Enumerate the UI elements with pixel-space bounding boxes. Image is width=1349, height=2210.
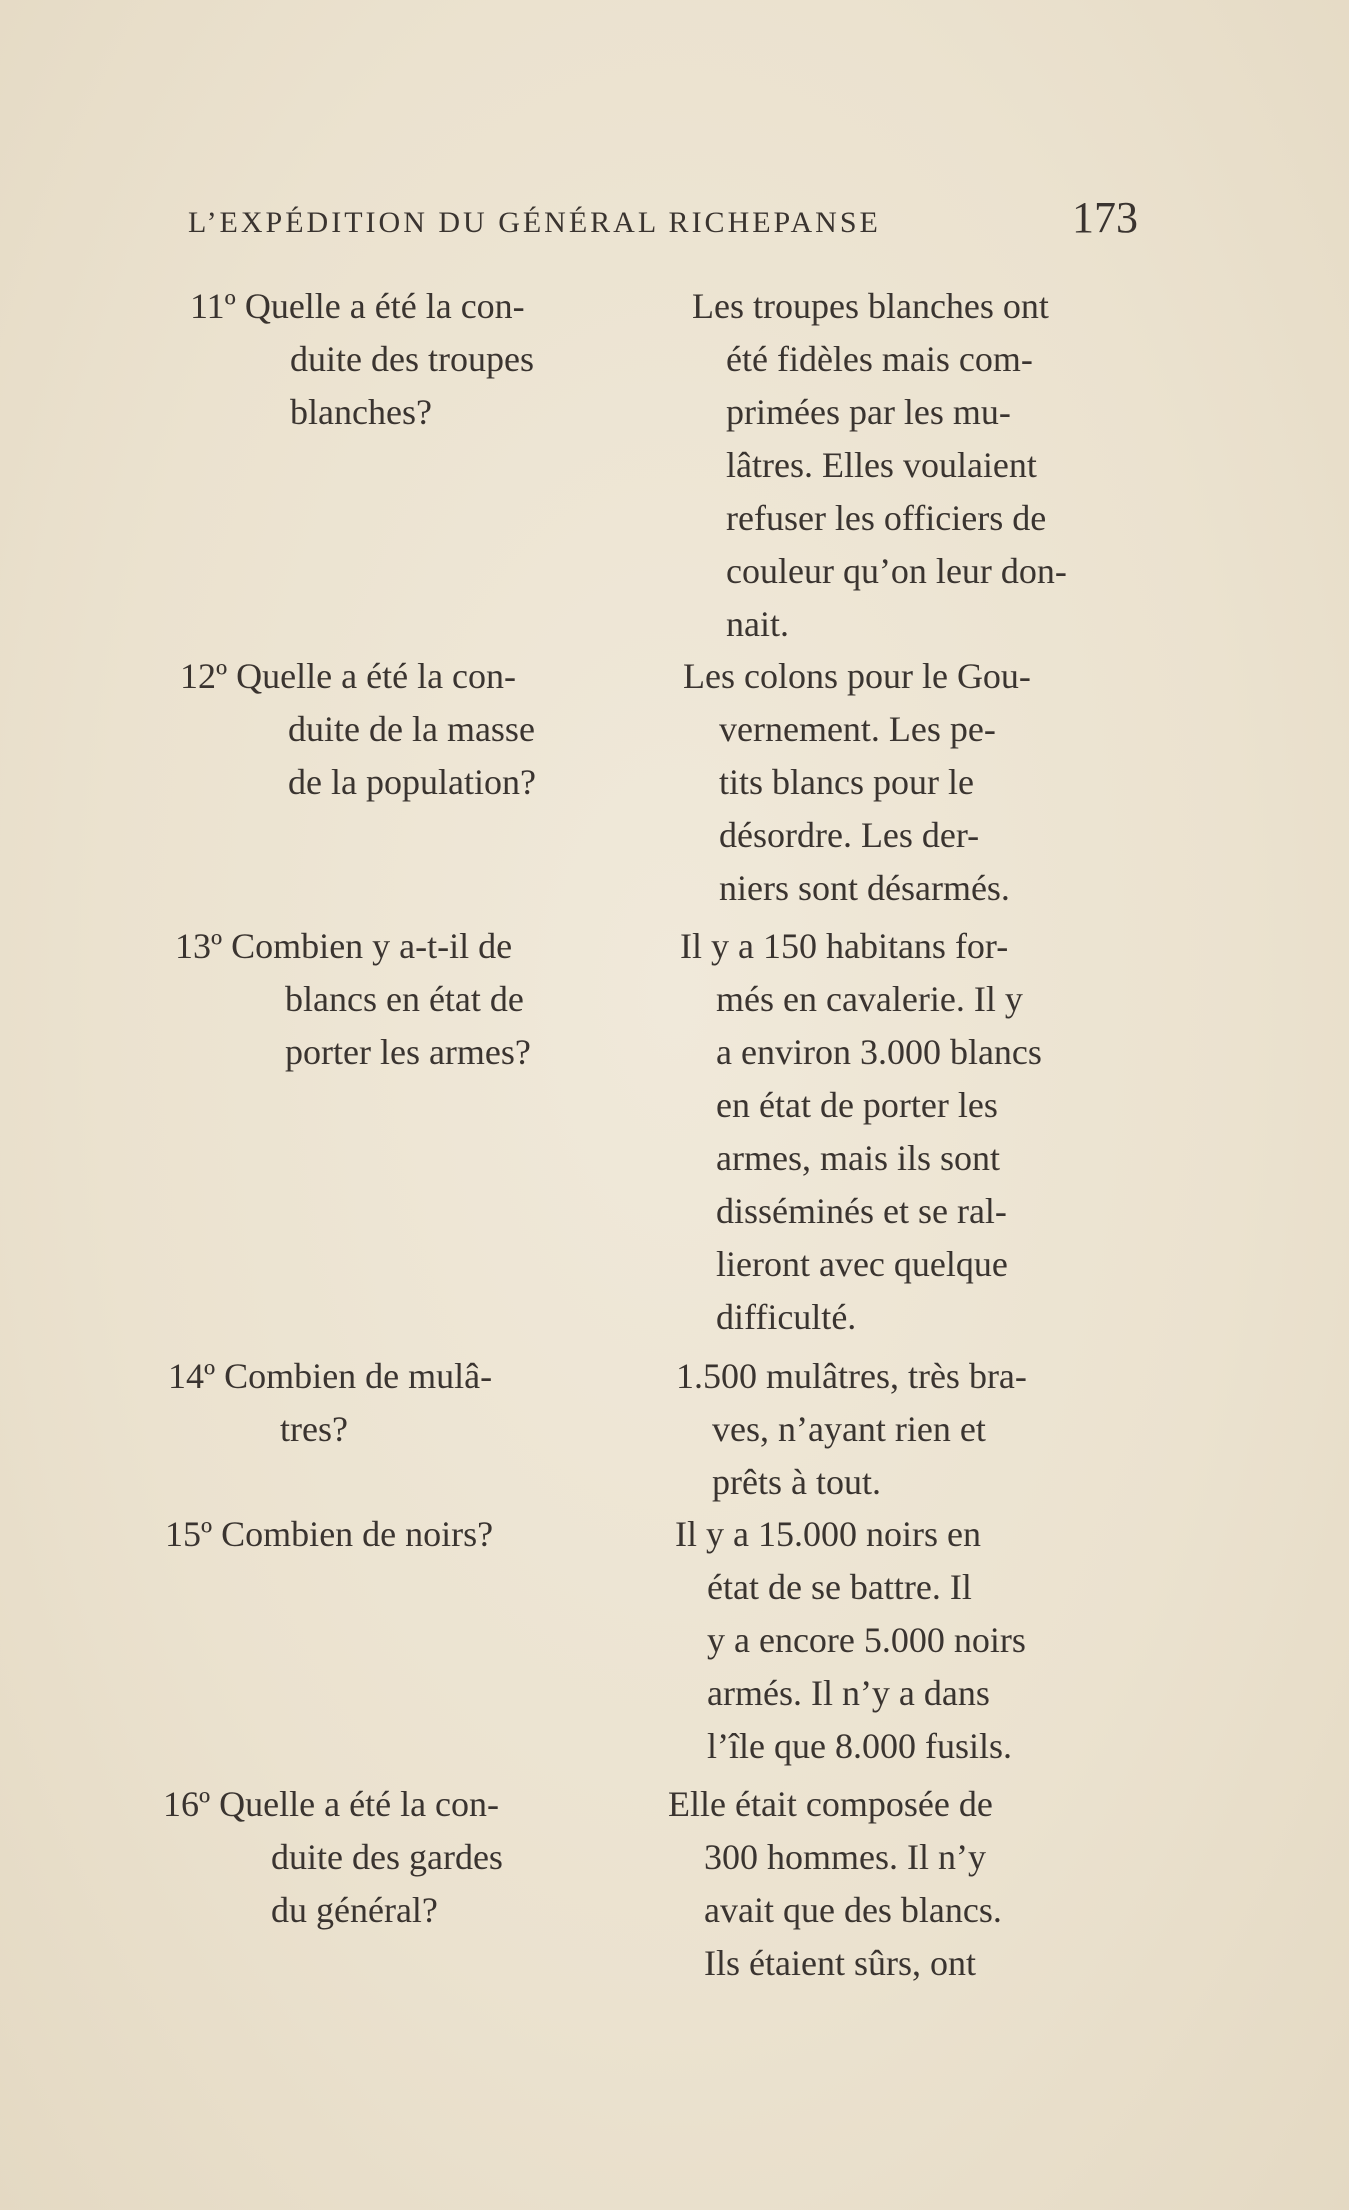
question-line: Quelle a été la con-	[219, 1784, 500, 1824]
answer-line: été fidèles mais com-	[726, 339, 1033, 379]
answer-line: en état de porter les	[716, 1085, 998, 1125]
question-line: Combien de mulâ-	[224, 1356, 493, 1396]
question-number: 15º	[165, 1514, 213, 1554]
question-line: blanches?	[290, 392, 432, 432]
answer	[668, 1778, 1128, 1990]
question-line: Combien y a-t-il de	[231, 926, 513, 966]
answer-line: nait.	[726, 604, 789, 644]
answer	[680, 920, 1130, 1344]
page-number: 173	[1072, 193, 1138, 242]
answer-line: prêts à tout.	[712, 1462, 881, 1502]
answer	[692, 280, 1142, 651]
answer-line: Il y a 15.000 noirs en	[675, 1514, 981, 1554]
answer-line: vernement. Les pe-	[719, 709, 996, 749]
answer-line: niers sont désarmés.	[719, 868, 1010, 908]
answer-line: lieront avec quelque	[716, 1244, 1008, 1284]
running-title: L’EXPÉDITION DU GÉNÉRAL RICHEPANSE	[188, 206, 881, 239]
answer-line: tits blancs pour le	[719, 762, 974, 802]
answer-line: Ils étaient sûrs, ont	[704, 1943, 976, 1983]
question-line: porter les armes?	[285, 1032, 531, 1072]
answer-line: a environ 3.000 blancs	[716, 1032, 1042, 1072]
answer-line: Il y a 150 habitans for-	[680, 926, 1009, 966]
answer	[675, 1508, 1135, 1773]
answer-line: avait que des blancs.	[704, 1890, 1002, 1930]
answer-line: 300 hommes. Il n’y	[704, 1837, 986, 1877]
answer-line: Les colons pour le Gou-	[683, 656, 1031, 696]
question	[163, 1778, 633, 1937]
answer-line: l’île que 8.000 fusils.	[707, 1726, 1012, 1766]
answer-line: désordre. Les der-	[719, 815, 980, 855]
question-number: 12º	[180, 656, 228, 696]
answer-line: difficulté.	[716, 1297, 857, 1337]
answer-line: 1.500 mulâtres, très bra-	[676, 1356, 1027, 1396]
question-line: Quelle a été la con-	[244, 286, 525, 326]
question-number: 16º	[163, 1784, 211, 1824]
answer	[676, 1350, 1136, 1509]
page-header	[188, 192, 1138, 252]
question-line: duite des gardes	[271, 1837, 503, 1877]
answer-line: primées par les mu-	[726, 392, 1011, 432]
answer-line: disséminés et se ral-	[716, 1191, 1007, 1231]
question-line: de la population?	[288, 762, 536, 802]
question	[165, 1508, 635, 1561]
question-line: Combien de noirs?	[221, 1514, 494, 1554]
question-line: tres?	[280, 1409, 348, 1449]
answer-line: armes, mais ils sont	[716, 1138, 1000, 1178]
answer	[683, 650, 1133, 915]
question-line: Quelle a été la con-	[236, 656, 517, 696]
question	[175, 920, 635, 1079]
answer-line: couleur qu’on leur don-	[726, 551, 1067, 591]
question	[190, 280, 640, 439]
answer-line: lâtres. Elles voulaient	[726, 445, 1037, 485]
question-number: 14º	[168, 1356, 216, 1396]
answer-line: més en cavalerie. Il y	[716, 979, 1023, 1019]
answer-line: Les troupes blanches ont	[692, 286, 1049, 326]
question-line: duite de la masse	[288, 709, 535, 749]
answer-line: Elle était composée de	[668, 1784, 993, 1824]
answer-line: y a encore 5.000 noirs	[707, 1620, 1026, 1660]
question-line: duite des troupes	[290, 339, 534, 379]
answer-line: armés. Il n’y a dans	[707, 1673, 990, 1713]
answer-line: état de se battre. Il	[707, 1567, 972, 1607]
question	[180, 650, 630, 809]
question	[168, 1350, 638, 1456]
question-line: blancs en état de	[285, 979, 524, 1019]
answer-line: refuser les officiers de	[726, 498, 1047, 538]
question-line: du général?	[271, 1890, 438, 1930]
question-number: 13º	[175, 926, 223, 966]
question-number: 11º	[190, 286, 236, 326]
answer-line: ves, n’ayant rien et	[712, 1409, 986, 1449]
